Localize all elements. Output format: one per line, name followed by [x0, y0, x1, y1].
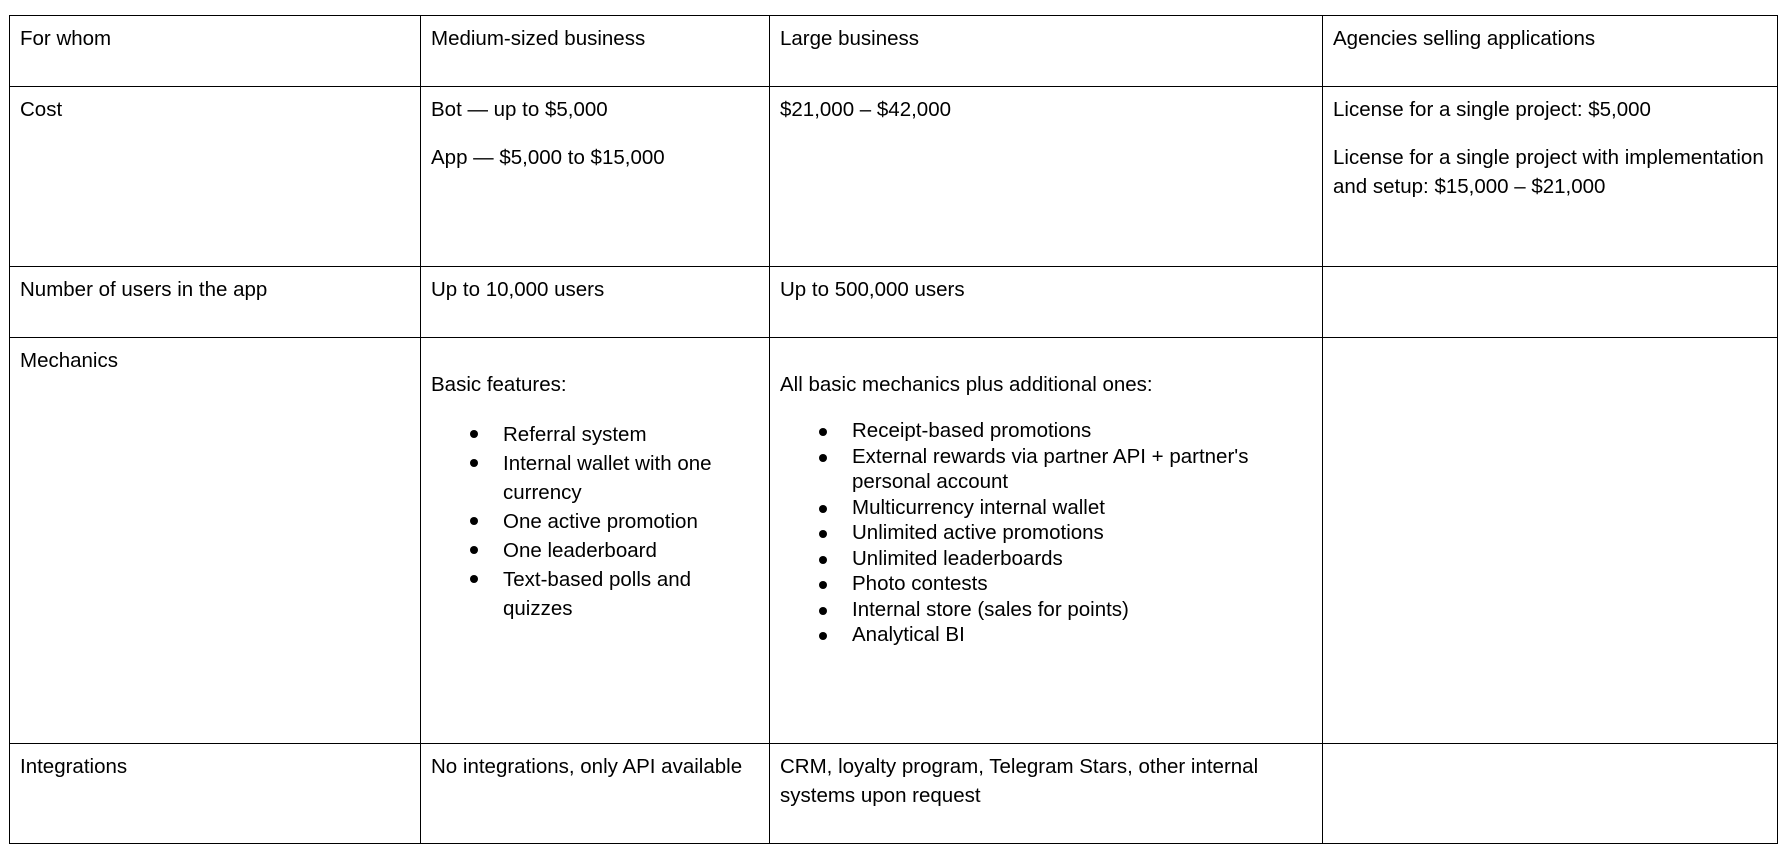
- header-medium-business: Medium-sized business: [431, 27, 646, 50]
- cost-agencies-license-setup: License for a single project with implementation and setup: $15,000 – $21,000: [1333, 146, 1764, 198]
- list-item: One active promotion: [503, 507, 759, 536]
- table-row-cost: [10, 87, 1778, 267]
- list-item: External rewards via partner API + partner's personal account: [852, 444, 1312, 495]
- list-item: Analytical BI: [852, 622, 1312, 648]
- cell-users-large: [770, 267, 1323, 338]
- list-item: Internal wallet with one currency: [503, 449, 759, 507]
- header-large-business: Large business: [780, 27, 920, 50]
- table-row-users: [10, 267, 1778, 338]
- mechanics-medium-list: [431, 420, 759, 623]
- cell-integrations-large: [770, 744, 1323, 844]
- cost-agencies-license: License for a single project: $5,000: [1333, 98, 1651, 121]
- table-row-header: [10, 16, 1778, 87]
- cost-medium-app: App — $5,000 to $15,000: [431, 146, 665, 169]
- mechanics-large-intro: All basic mechanics plus additional ones:: [780, 373, 1153, 396]
- users-large: Up to 500,000 users: [780, 278, 965, 301]
- list-item: One leaderboard: [503, 536, 759, 565]
- cell-mechanics-medium: [421, 338, 770, 744]
- users-medium: Up to 10,000 users: [431, 278, 605, 301]
- cell-mechanics-label: [10, 338, 421, 744]
- cell-cost-agencies: [1323, 87, 1778, 267]
- cell-mechanics-agencies: [1323, 338, 1778, 744]
- cell-users-label: [10, 267, 421, 338]
- cell-users-medium: [421, 267, 770, 338]
- cell-cost-medium: [421, 87, 770, 267]
- list-item: Multicurrency internal wallet: [852, 495, 1312, 521]
- list-item: Text-based polls and quizzes: [503, 565, 759, 623]
- cell-users-agencies: [1323, 267, 1778, 338]
- list-item: Unlimited active promotions: [852, 520, 1312, 546]
- list-item: Unlimited leaderboards: [852, 546, 1312, 572]
- cost-label: Cost: [20, 98, 63, 121]
- header-agencies: Agencies selling applications: [1333, 27, 1596, 50]
- list-item: Referral system: [503, 420, 759, 449]
- cell-cost-label: [10, 87, 421, 267]
- for-whom-label: For whom: [20, 27, 112, 50]
- integrations-large: CRM, loyalty program, Telegram Stars, other internal systems upon request: [780, 755, 1259, 807]
- list-item: Internal store (sales for points): [852, 597, 1312, 623]
- cell-for-whom-label: [10, 16, 421, 87]
- cost-medium-bot: Bot — up to $5,000: [431, 98, 608, 121]
- table-row-mechanics: [10, 338, 1778, 744]
- cell-header-agencies: [1323, 16, 1778, 87]
- pricing-comparison-table: [9, 15, 1778, 844]
- table-row-integrations: [10, 744, 1778, 844]
- users-label: Number of users in the app: [20, 278, 268, 301]
- list-item: Photo contests: [852, 571, 1312, 597]
- cost-large-range: $21,000 – $42,000: [780, 98, 951, 121]
- cell-integrations-agencies: [1323, 744, 1778, 844]
- cell-header-medium: [421, 16, 770, 87]
- list-item: Receipt-based promotions: [852, 418, 1312, 444]
- integrations-label: Integrations: [20, 755, 128, 778]
- integrations-medium: No integrations, only API available: [431, 755, 743, 778]
- mechanics-label: Mechanics: [20, 349, 118, 372]
- cell-integrations-label: [10, 744, 421, 844]
- cell-mechanics-large: [770, 338, 1323, 744]
- mechanics-large-list: [780, 418, 1312, 648]
- mechanics-medium-intro: Basic features:: [431, 373, 567, 396]
- cell-cost-large: [770, 87, 1323, 267]
- cell-header-large: [770, 16, 1323, 87]
- cell-integrations-medium: [421, 744, 770, 844]
